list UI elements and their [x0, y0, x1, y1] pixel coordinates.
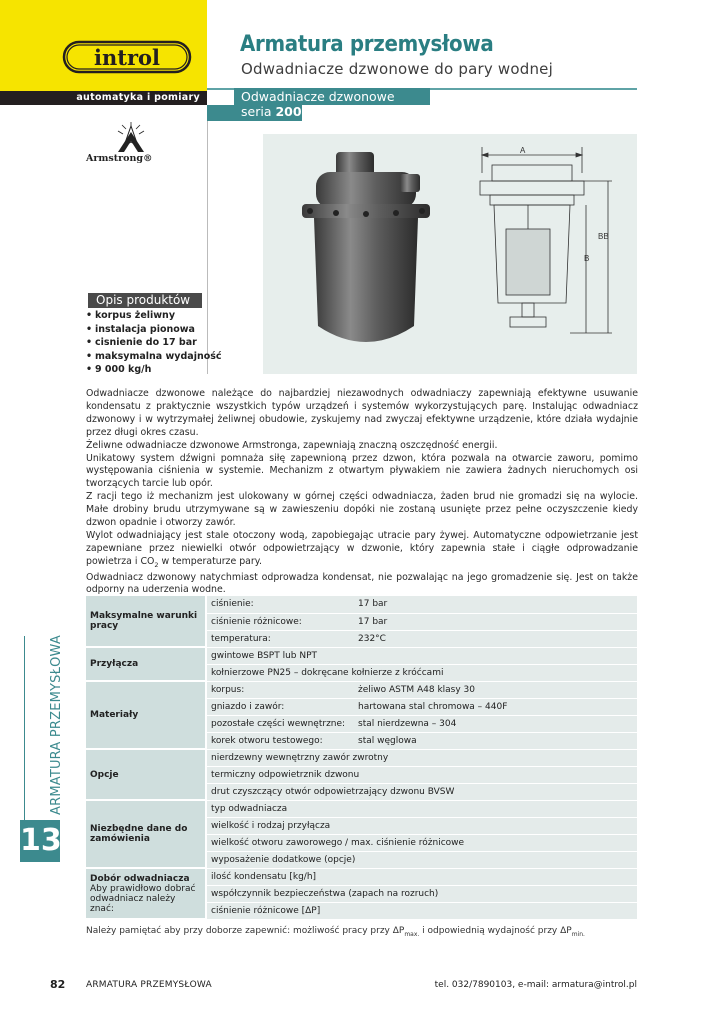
spec-item: typ odwadniacza — [206, 800, 637, 817]
spec-key: ciśnienie różnicowe: — [206, 613, 354, 630]
armstrong-star-icon — [88, 115, 174, 173]
group-order-data: Niezbędne dane do zamówienia — [86, 800, 206, 868]
section-label: ARMATURA PRZEMYSŁOWA — [49, 635, 64, 815]
group-connections: Przyłącza — [86, 647, 206, 681]
group-selection-title: Dobór odwadniacza — [90, 873, 190, 884]
feature-item: • cisnienie do 17 bar — [86, 336, 222, 350]
chapter-number: 13 — [20, 820, 60, 862]
dimension-drawing — [462, 143, 634, 355]
spec-key: pozostałe części wewnętrzne: — [206, 715, 354, 732]
page-subtitle: Odwadniacze dzwonowe do pary wodnej — [241, 60, 553, 78]
logo-text: introl — [94, 45, 160, 70]
spec-item: wielkość otworu zaworowego / max. ciśnienie różnicowe — [206, 834, 637, 851]
paragraph: Z racji tego iż mechanizm jest ulokowany w górnej części odwadniacza, żaden brud nie gromadzi się na wylocie. Małe drobiny brudu utrzymywane są w zawieszeniu dopóki nie zostaną usunięte przez pełne oczyszczenie kiedy dzwon opadnie i otworzy zawór. — [86, 491, 638, 529]
group-max-conditions: Maksymalne warunki pracy — [86, 596, 206, 647]
tagline: automatyka i pomiary — [76, 92, 200, 103]
group-materials: Materiały — [86, 681, 206, 749]
group-selection — [86, 868, 206, 919]
spec-item: nierdzewny wewnętrzny zawór zwrotny — [206, 749, 637, 766]
spec-value: stal nierdzewna – 304 — [354, 715, 637, 732]
series-number: seria 200 — [241, 104, 302, 119]
feature-item-continued: • 9 000 kg/h — [86, 363, 222, 377]
spec-value: żeliwo ASTM A48 klasy 30 — [354, 681, 637, 698]
group-options: Opcje — [86, 749, 206, 800]
dim-bb-label: BB — [598, 232, 609, 241]
table-row — [86, 868, 637, 885]
page-number: 82 — [50, 978, 66, 991]
spec-item: gwintowe BSPT lub NPT — [206, 647, 637, 664]
spec-value: stal węglowa — [354, 732, 637, 749]
spec-item: ciśnienie różnicowe [ΔP] — [206, 902, 637, 919]
selection-note: Należy pamiętać aby przy doborze zapewnić: możliwość pracy przy $\Delta P_{max.}$ i odpowiednią wydajność przy $\Delta P_{min.}$ — [86, 926, 585, 938]
specification-table — [86, 596, 637, 920]
paragraph: Żeliwne odwadniacze dzwonowe Armstronga, zapewniają znaczną oszczędność energii. — [86, 439, 498, 451]
introl-logo — [62, 36, 192, 78]
paragraph: Unikatowy system dźwigni pomnaża siłę zapewnioną przez dzwon, która pozwala na otwarcie zaworu, pomimo występowania ciśnienia w systemie. Mechanizm z otwartym pływakiem nie zawiera żadnych nieruchomych osi tworzących tarcie lub opór. — [86, 452, 638, 490]
spec-key: ciśnienie: — [206, 596, 354, 613]
footer-title: ARMATURA PRZEMYSŁOWA — [86, 980, 212, 990]
group-selection-sub: Aby prawidłowo dobrać odwadniacz należy znać: — [90, 883, 196, 914]
spec-item: drut czyszczący otwór odpowietrzający dzwonu BVSW — [206, 783, 637, 800]
paragraph: Odwadniacze dzwonowe należące do najbardziej niezawodnych odwadniaczy zapewniają efektywne usuwanie kondensatu z praktycznie wszystkich typów urządzeń i systemów wykorzystujących parę. Instalując odwadniacz dzwonowy i w wytrzymałej żeliwnej obudowie, zyskujemy nad zwyczaj efektywne urządzenie, które działa wydajnie przez długi okres czasu. — [86, 388, 638, 438]
series-title: Odwadniacze dzwonowe — [241, 89, 395, 104]
table-row — [86, 596, 637, 613]
paragraph: Odwadniacz dzwonowy natychmiast odprowadza kondensat, nie pozwalając na jego gromadzenie się. Jest on także odporny na uderzenia wodne. — [86, 571, 638, 596]
description-body — [86, 388, 638, 597]
spec-key: korek otworu testowego: — [206, 732, 354, 749]
feature-item: • instalacja pionowa — [86, 323, 222, 337]
page-title: Armatura przemysłowa — [240, 32, 494, 57]
spec-value: hartowana stal chromowa – 440F — [354, 698, 637, 715]
feature-item: • korpus żeliwny — [86, 309, 222, 323]
armstrong-logo-text: Armstrong® — [86, 153, 153, 164]
side-divider — [24, 636, 25, 820]
dim-b-label: B — [584, 254, 590, 263]
table-row — [86, 681, 637, 698]
spec-value: 17 bar — [354, 596, 637, 613]
spec-value: 232°C — [354, 630, 637, 647]
spec-item: kołnierzowe PN25 – dokręcane kołnierze z króćcami — [206, 664, 637, 681]
steam-trap-photo — [296, 146, 436, 374]
dim-a-label: A — [520, 146, 526, 155]
spec-key: gniazdo i zawór: — [206, 698, 354, 715]
spec-value: 17 bar — [354, 613, 637, 630]
paragraph: Wylot odwadniający jest stale otoczony wodą, zapobiegając utracie pary żywej. Automatyczne odpowietrzanie jest zapewniane przez niewielki otwór odpowietrzający w dzwonie, który zapewnia stałe i ciągłe odprowadzanie powietrza i $CO_2$ w temperaturze pary. — [86, 529, 638, 569]
spec-item: wielkość i rodzaj przyłącza — [206, 817, 637, 834]
spec-key: korpus: — [206, 681, 354, 698]
feature-list — [86, 309, 222, 377]
table-row — [86, 800, 637, 817]
table-row — [86, 647, 637, 664]
table-row — [86, 749, 637, 766]
product-description-heading: Opis produktów — [88, 293, 202, 308]
spec-key: temperatura: — [206, 630, 354, 647]
spec-item: ilość kondensatu [kg/h] — [206, 868, 637, 885]
spec-item: termiczny odpowietrznik dzwonu — [206, 766, 637, 783]
spec-item: wyposażenie dodatkowe (opcje) — [206, 851, 637, 868]
footer-contact: tel. 032/7890103, e-mail: armatura@introl.pl — [434, 980, 637, 990]
spec-item: współczynnik bezpieczeństwa (zapach na rozruch) — [206, 885, 637, 902]
feature-item: • maksymalna wydajność — [86, 350, 222, 364]
